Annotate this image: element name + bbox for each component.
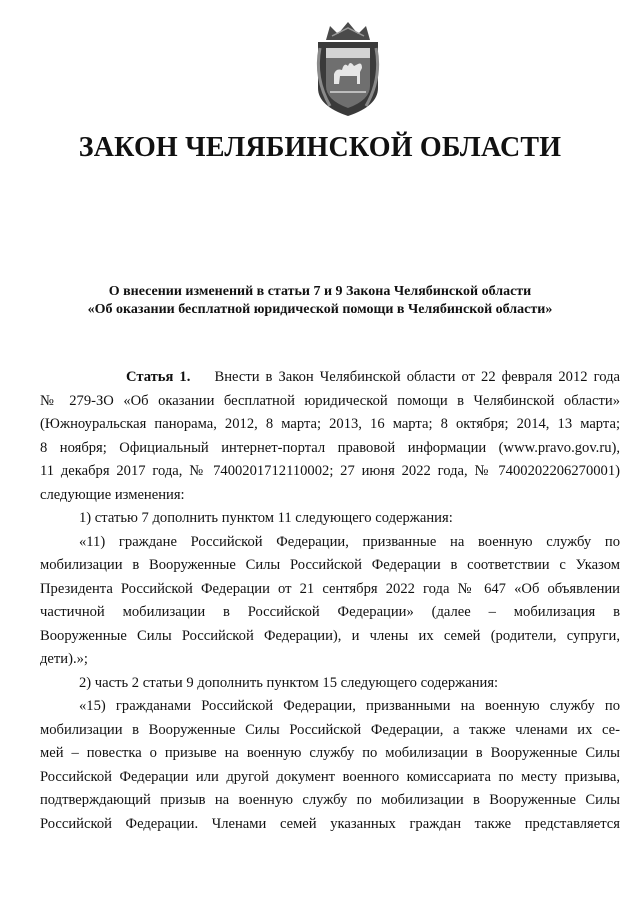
body-line: Российской Федерации или другой документ военного комиссариата по месту призыва, [40,768,620,785]
body-line: 1) статью 7 дополнить пунктом 11 следующего содержания: [79,510,453,526]
body-line: мей – повестка о призыве на военную службу по мобилизации в Вооруженные Силы [40,745,620,761]
body-line: 8 ноября; Официальный интернет-портал правовой информации (www.pravo.gov.ru), [40,439,620,456]
body-line: (Южноуральская панорама, 2012, 8 марта; 2013, 16 марта; 8 октября; 2014, 13 марта; [40,416,620,432]
law-title: ЗАКОН ЧЕЛЯБИНСКОЙ ОБЛАСТИ [78,132,562,163]
body-line: Российской Федерации. Членами семей указанных граждан также представляется [40,815,620,832]
body-line: «11) граждане Российской Федерации, призванные на военную службу по [79,533,620,550]
article-1-first-line [92,366,620,390]
body-line: Вооруженные Силы Российской Федерации), и члены их семей (родители, супруги, [40,627,620,644]
body-line: Внести в Закон Челябинской области от 22 февраля 2012 года [214,369,620,385]
body-line: мобилизации в Вооруженные Силы Российской Федерации, а также членами их се- [40,721,620,738]
body-line: подтверждающий призыв на военную службу по мобилизации в Вооруженные Силы [40,792,620,808]
article-label: Статья 1. [126,369,191,385]
body-line: 2) часть 2 статьи 9 дополнить пунктом 15 следующего содержания: [79,674,499,691]
body-line: Президента Российской Федерации от 21 сентября 2022 года № 647 «Об объявлении [40,580,620,597]
body-line: «15) гражданами Российской Федерации, призванными на военную службу по [79,698,620,714]
body-line: 11 декабря 2017 года, № 7400201712110002; 27 июня 2022 года, № 7400202206270001) [40,463,620,479]
coat-of-arms-icon [308,18,388,118]
body-line: дети).»; [40,651,88,667]
law-subtitle [0,283,640,319]
body-line: частичной мобилизации в Российской Федерации» (далее – мобилизация в [40,604,620,620]
law-body [40,366,620,836]
body-line: мобилизации в Вооруженные Силы Российской Федерации в соответствии с Указом [40,557,620,573]
body-line: следующие изменения: [40,486,185,503]
body-line: № 279-ЗО «Об оказании бесплатной юридической помощи в Челябинской области» [40,392,620,409]
subtitle-line-1: О внесении изменений в статьи 7 и 9 Закона Челябинской области [108,284,532,299]
subtitle-line-2: «Об оказании бесплатной юридической помощи в Челябинской области» [87,302,553,317]
